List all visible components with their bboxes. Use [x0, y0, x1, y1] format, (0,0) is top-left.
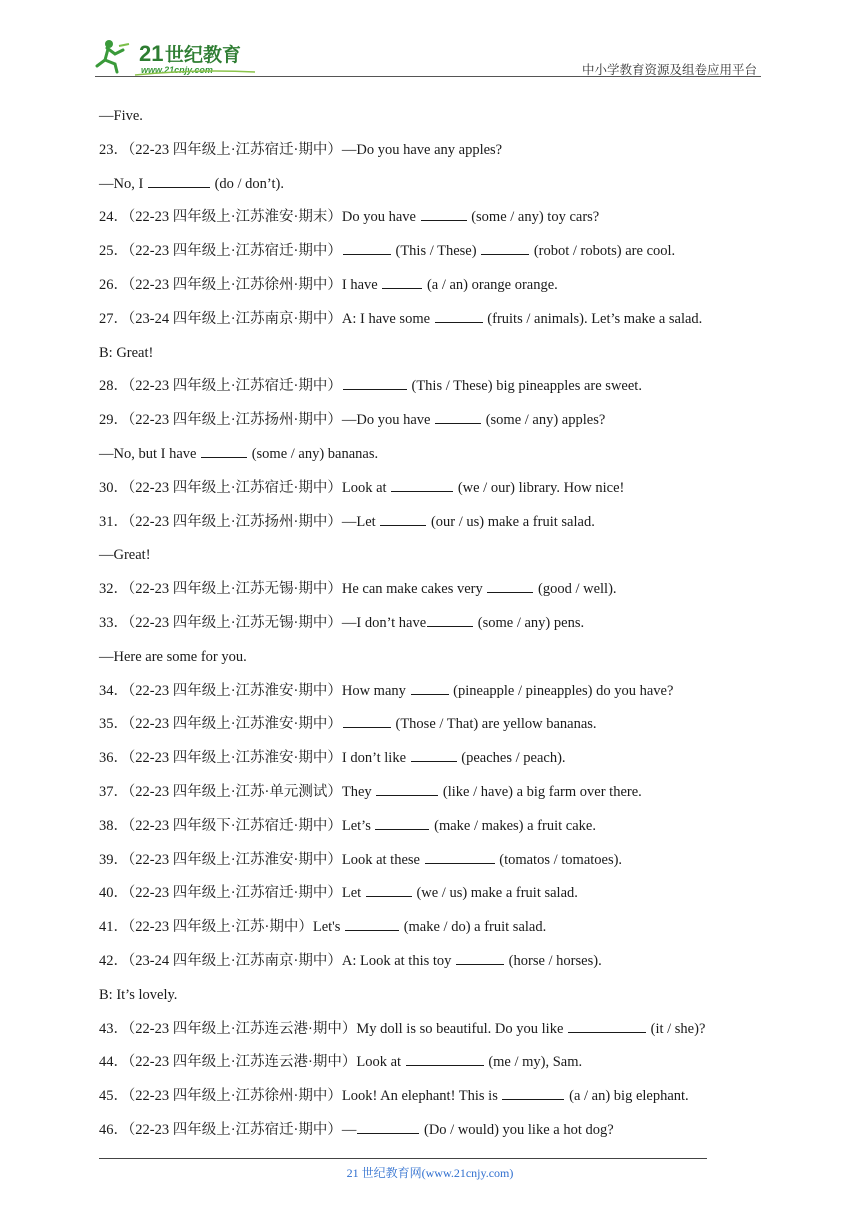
answer-blank[interactable] — [366, 882, 412, 897]
question-text: (robot / robots) are cool. — [530, 243, 676, 260]
question-text: (we / our) library. How nice! — [454, 479, 625, 496]
question-text: 33．（22-23 四年级上·江苏无锡·期中）—I don’t have — [99, 614, 427, 631]
question-line — [99, 1085, 779, 1119]
answer-blank[interactable] — [201, 443, 247, 458]
answer-blank[interactable] — [481, 240, 529, 255]
answer-blank[interactable] — [357, 1119, 419, 1134]
answer-blank[interactable] — [502, 1085, 564, 1100]
question-text: 25．（22-23 四年级上·江苏宿迁·期中） — [99, 243, 342, 260]
question-text: 43．（22-23 四年级上·江苏连云港·期中）My doll is so beautiful. Do you like — [99, 1020, 567, 1037]
question-text: (peaches / peach). — [457, 750, 566, 767]
question-text: 42．（23-24 四年级上·江苏南京·期中）A: Look at this toy — [99, 952, 456, 969]
question-line — [99, 477, 779, 511]
question-text: (good / well). — [534, 581, 617, 598]
question-list — [99, 105, 779, 1153]
question-line — [99, 105, 779, 139]
answer-blank[interactable] — [425, 849, 495, 864]
question-line — [99, 849, 779, 883]
question-line — [99, 511, 779, 545]
question-text: (our / us) make a fruit salad. — [427, 513, 595, 530]
question-text: (like / have) a big farm over there. — [439, 783, 642, 800]
question-text: (make / makes) a fruit cake. — [430, 817, 596, 834]
question-line — [99, 1119, 779, 1153]
answer-blank[interactable] — [345, 916, 399, 931]
question-text: 28．（22-23 四年级上·江苏宿迁·期中） — [99, 378, 342, 395]
site-logo — [95, 36, 265, 76]
question-line — [99, 950, 779, 984]
svg-text:世纪教育: 世纪教育 — [165, 44, 242, 66]
question-text: B: It’s lovely. — [99, 986, 178, 1003]
question-text: 38．（22-23 四年级下·江苏宿迁·期中）Let’s — [99, 817, 375, 834]
answer-blank[interactable] — [343, 375, 407, 390]
page-header — [95, 30, 761, 78]
question-text: (This / These) — [391, 243, 481, 260]
question-line — [99, 1051, 779, 1085]
question-text: (horse / horses). — [505, 952, 602, 969]
svg-text:www.21cnjy.com: www.21cnjy.com — [141, 65, 213, 75]
question-text: (me / my), Sam. — [484, 1054, 583, 1071]
question-text: 45．（22-23 四年级上·江苏徐州·期中）Look! An elephant! This is — [99, 1088, 502, 1105]
question-text: —Five. — [99, 108, 143, 124]
answer-blank[interactable] — [406, 1051, 484, 1066]
question-text: (it / she)? — [647, 1020, 706, 1037]
question-line — [99, 713, 779, 747]
answer-blank[interactable] — [382, 274, 422, 289]
question-text: (do / don’t). — [210, 175, 284, 192]
question-line — [99, 274, 779, 308]
question-text: 31．（22-23 四年级上·江苏扬州·期中）—Let — [99, 513, 380, 530]
question-text: 26．（22-23 四年级上·江苏徐州·期中）I have — [99, 276, 382, 293]
question-text: 34．（22-23 四年级上·江苏淮安·期中）How many — [99, 682, 410, 699]
question-text: 32．（22-23 四年级上·江苏无锡·期中）He can make cakes very — [99, 581, 487, 598]
answer-blank[interactable] — [148, 173, 210, 188]
question-text: 39．（22-23 四年级上·江苏淮安·期中）Look at these — [99, 851, 424, 868]
question-text: (Those / That) are yellow bananas. — [391, 716, 597, 733]
question-text: —Great! — [99, 547, 151, 564]
question-text: 37．（22-23 四年级上·江苏·单元测试）They — [99, 783, 376, 800]
footer-divider — [99, 1158, 707, 1159]
question-text: 27．（23-24 四年级上·江苏南京·期中）A: I have some — [99, 310, 434, 327]
question-text: (make / do) a fruit salad. — [400, 919, 547, 936]
answer-blank[interactable] — [435, 308, 483, 323]
question-line — [99, 173, 779, 207]
answer-blank[interactable] — [411, 680, 449, 695]
question-line — [99, 815, 779, 849]
question-text: —No, I — [99, 175, 147, 192]
question-line — [99, 240, 779, 274]
question-text: (a / an) orange orange. — [423, 276, 558, 293]
answer-blank[interactable] — [376, 781, 438, 796]
question-line — [99, 781, 779, 815]
question-line — [99, 206, 779, 240]
answer-blank[interactable] — [427, 612, 473, 627]
answer-blank[interactable] — [411, 747, 457, 762]
question-line — [99, 882, 779, 916]
header-platform-text: 中小学教育资源及组卷应用平台 — [581, 62, 757, 77]
question-text: (we / us) make a fruit salad. — [412, 885, 578, 902]
question-line — [99, 916, 779, 950]
question-text: (some / any) apples? — [482, 412, 606, 429]
question-text: 36．（22-23 四年级上·江苏淮安·期中）I don’t like — [99, 750, 410, 767]
question-line — [99, 646, 779, 680]
question-text: 44．（22-23 四年级上·江苏连云港·期中）Look at — [99, 1054, 405, 1071]
question-line — [99, 308, 779, 342]
answer-blank[interactable] — [343, 713, 391, 728]
runner-icon — [97, 40, 129, 72]
answer-blank[interactable] — [421, 206, 467, 221]
question-text: (fruits / animals). Let’s make a salad. — [483, 310, 703, 327]
question-line — [99, 375, 779, 409]
answer-blank[interactable] — [435, 409, 481, 424]
answer-blank[interactable] — [343, 240, 391, 255]
question-line — [99, 747, 779, 781]
question-text: (This / These) big pineapples are sweet. — [407, 378, 642, 395]
answer-blank[interactable] — [375, 815, 429, 830]
question-text: —No, but I have — [99, 445, 201, 462]
question-line — [99, 544, 779, 578]
question-text: 40．（22-23 四年级上·江苏宿迁·期中）Let — [99, 885, 365, 902]
footer-text: 21 世纪教育网(www.21cnjy.com) — [346, 1166, 514, 1180]
question-text: (pineapple / pineapples) do you have? — [449, 682, 674, 699]
header-divider — [95, 76, 761, 77]
question-text: 29．（22-23 四年级上·江苏扬州·期中）—Do you have — [99, 412, 435, 429]
question-line — [99, 680, 779, 714]
answer-blank[interactable] — [380, 511, 426, 526]
question-text: (a / an) big elephant. — [565, 1088, 689, 1105]
question-line — [99, 409, 779, 443]
question-text: 35．（22-23 四年级上·江苏淮安·期中） — [99, 716, 342, 733]
question-text: 24．（22-23 四年级上·江苏淮安·期末）Do you have — [99, 209, 420, 226]
question-line — [99, 443, 779, 477]
svg-text:21: 21 — [139, 41, 164, 66]
question-text: 30．（22-23 四年级上·江苏宿迁·期中）Look at — [99, 479, 391, 496]
question-line — [99, 984, 779, 1018]
question-text: (Do / would) you like a hot dog? — [420, 1121, 614, 1138]
question-text: —Here are some for you. — [99, 648, 247, 665]
answer-blank[interactable] — [487, 578, 533, 593]
question-text: (some / any) toy cars? — [467, 209, 600, 226]
question-line — [99, 1018, 779, 1052]
question-line — [99, 578, 779, 612]
question-line — [99, 342, 779, 376]
question-line — [99, 612, 779, 646]
question-text: (some / any) pens. — [474, 614, 585, 631]
question-line — [99, 139, 779, 173]
answer-blank[interactable] — [391, 477, 453, 492]
question-text: B: Great! — [99, 344, 154, 361]
question-text: 23．（22-23 四年级上·江苏宿迁·期中）—Do you have any apples? — [99, 141, 503, 158]
question-text: 41．（22-23 四年级上·江苏·期中）Let's — [99, 919, 345, 936]
question-text: (tomatos / tomatoes). — [495, 851, 623, 868]
question-text: (some / any) bananas. — [248, 445, 379, 462]
answer-blank[interactable] — [568, 1018, 646, 1033]
question-text: 46．（22-23 四年级上·江苏宿迁·期中）— — [99, 1121, 357, 1138]
answer-blank[interactable] — [456, 950, 504, 965]
